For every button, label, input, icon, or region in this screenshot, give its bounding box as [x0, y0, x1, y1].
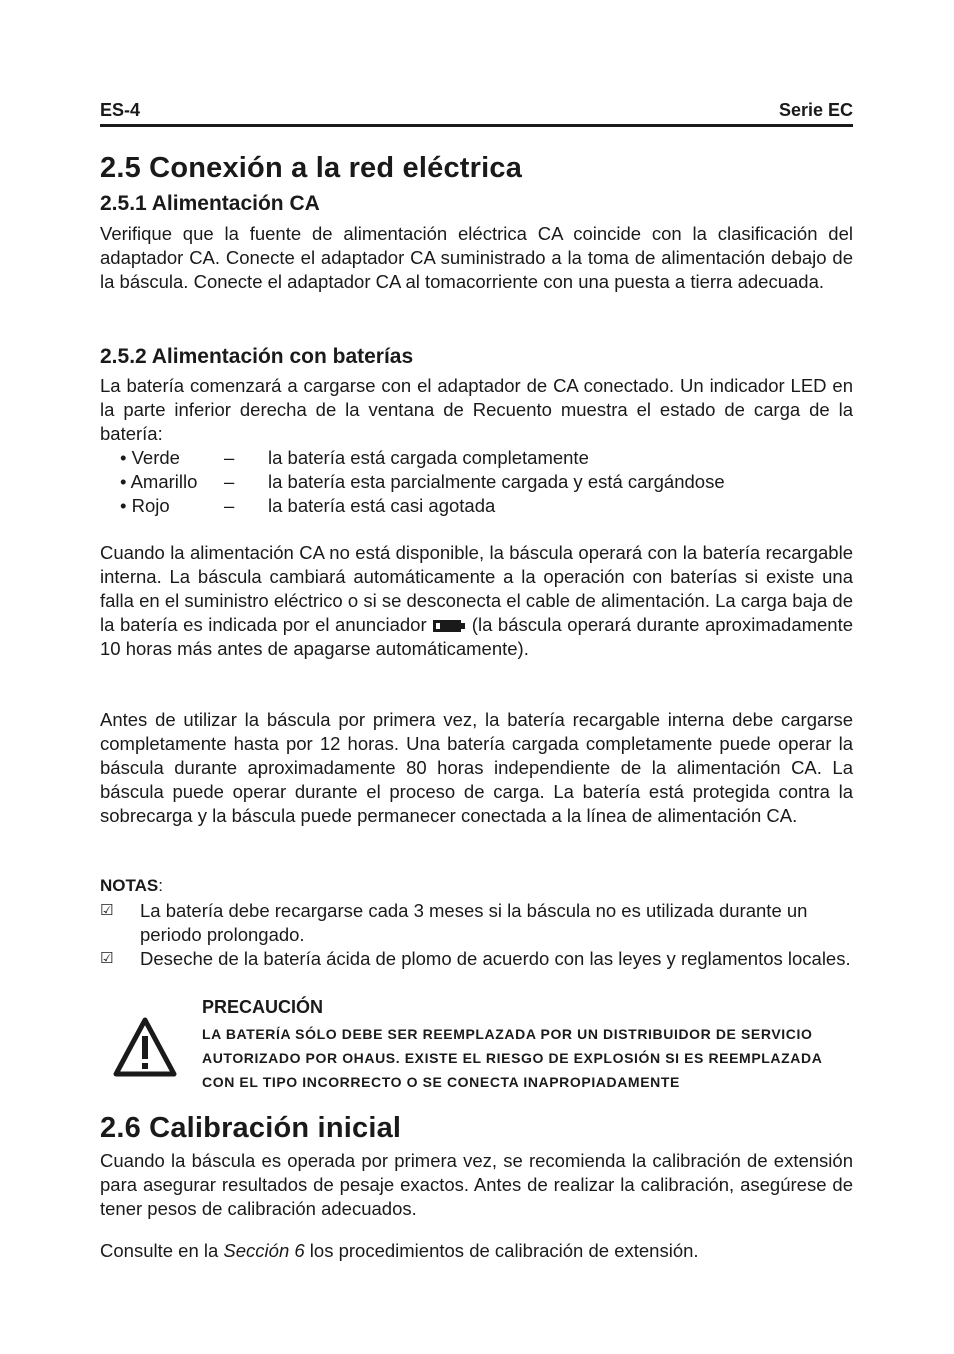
dash: –	[224, 471, 235, 492]
reference-text-end: los procedimientos de calibración de extensión.	[304, 1240, 699, 1261]
dash: –	[224, 495, 235, 516]
dash: –	[224, 447, 235, 468]
list-item	[120, 494, 725, 518]
list-item	[120, 446, 725, 470]
led-color: • Rojo	[120, 495, 170, 516]
section-2-5-title: 2.5 Conexión a la red eléctrica	[100, 152, 523, 184]
led-description: la batería esta parcialmente cargada y está cargándose	[268, 471, 725, 492]
warning-triangle-icon	[112, 1016, 178, 1078]
series-name: Serie EC	[778, 100, 853, 120]
calibration-reference	[100, 1239, 853, 1263]
checkbox-icon: ☑	[100, 950, 114, 967]
notes-label	[100, 876, 163, 896]
page-number: ES-4	[100, 100, 141, 120]
reference-text-start: Consulte en la	[100, 1240, 224, 1261]
led-description: la batería está cargada completamente	[268, 447, 589, 468]
section-2-5-1-text: Verifique que la fuente de alimentación eléctrica CA coincide con la clasificación del adaptador CA. Conecte el adaptador CA suministrado a la toma de alimentación debajo de la báscula. Conecte el adaptador CA al tomacorriente con una puesta a tierra adecuada.	[100, 223, 853, 292]
section-2-5-2-text: La batería comenzará a cargarse con el adaptador de CA conectado. Un indicador LED en la parte inferior derecha de la ventana de Recuento muestra el estado de carga de la batería:	[100, 375, 853, 444]
note-text: La batería debe recargarse cada 3 meses si la báscula no es utilizada durante un periodo prolongado.	[140, 900, 808, 945]
notes-colon: :	[158, 876, 163, 895]
ac-text-part-1: Cuando la alimentación CA no está disponible, la báscula operará con la batería recargable interna. La báscula cambiará automáticamente a la operación con baterías si existe una falla en el suministro eléctrico o si se desconecta el cable de alimentación. La carga baja de la batería es indicada por el anunciador	[100, 542, 853, 635]
checkbox-icon: ☑	[100, 902, 114, 919]
note-text: Deseche de la batería ácida de plomo de acuerdo con las leyes y reglamentos locales.	[140, 948, 851, 969]
led-color: • Amarillo	[120, 471, 198, 492]
section-2-5-2-title: 2.5.2 Alimentación con baterías	[100, 345, 414, 368]
section-2-6-text: Cuando la báscula es operada por primera vez, se recomienda la calibración de extensión para asegurar resultados de pesaje exactos. Antes de realizar la calibración, asegúrese de tener pesos de calibración adecuados.	[100, 1150, 853, 1219]
led-color: • Verde	[120, 447, 180, 468]
ac-text-part-2: (la báscula operará durante aproximadamente 10 horas más antes de apagarse automáticamente).	[100, 614, 854, 659]
battery-led-list	[120, 446, 725, 518]
section-6-reference: Sección 6	[223, 1240, 305, 1261]
caution-title: PRECAUCIÓN	[202, 997, 324, 1017]
list-item	[120, 470, 725, 494]
first-use-text: Antes de utilizar la báscula por primera vez, la batería recargable interna debe cargarse completamente hasta por 12 horas. Una batería cargada completamente puede operar la báscula durante aproximadamente 80 horas independiente de la alimentación CA. La báscula puede operar durante el proceso de carga. La batería está protegida contra la sobrecarga y la báscula puede permanecer conectada a la línea de alimentación CA.	[100, 709, 853, 826]
notes-label-text: NOTAS	[100, 876, 159, 895]
led-description: la batería está casi agotada	[268, 495, 496, 516]
note-item	[100, 947, 853, 971]
note-item	[100, 899, 853, 947]
section-2-5-1-title: 2.5.1 Alimentación CA	[100, 192, 320, 215]
page-header	[100, 100, 853, 127]
battery-low-icon	[432, 619, 466, 633]
section-2-6-title: 2.6 Calibración inicial	[100, 1112, 402, 1144]
caution-text: LA BATERÍA SÓLO DEBE SER REEMPLAZADA POR UN DISTRIBUIDOR DE SERVICIO AUTORIZADO POR OHAUS. EXISTE EL RIESGO DE EXPLOSIÓN SI ES REEMPLAZADA CON EL TIPO INCORRECTO O SE CONECTA INAPROPIADAMENTE	[202, 1026, 822, 1090]
ac-unavailable-text	[100, 541, 853, 661]
